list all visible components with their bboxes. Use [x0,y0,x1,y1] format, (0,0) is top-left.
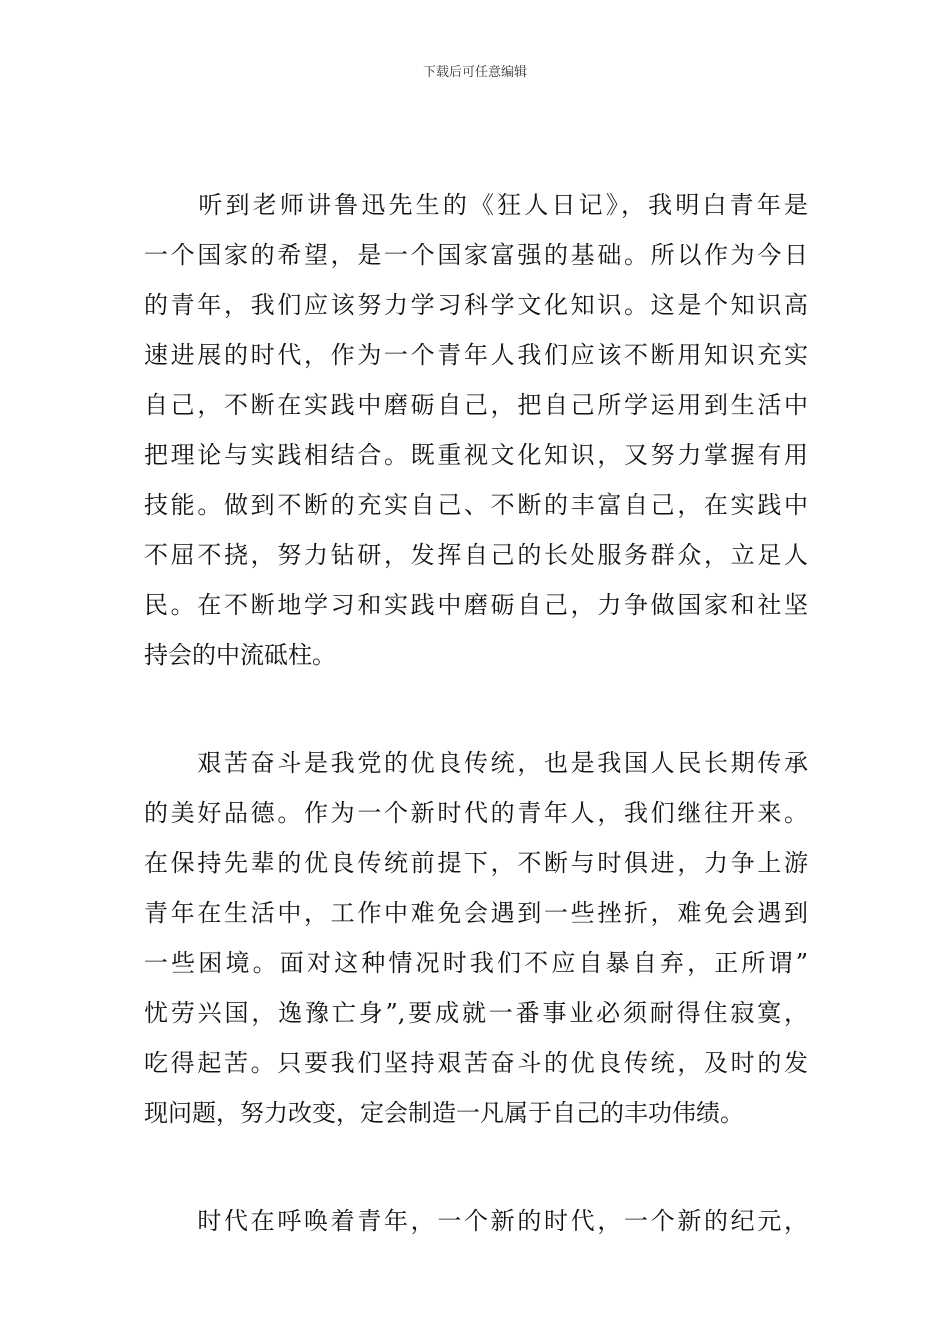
text-line: 自己，不断在实践中磨砺自己，把自己所学运用到生活中 [144,391,808,419]
paragraph-3 [144,1196,808,1246]
text-line: 技能。做到不断的充实自己、不断的丰富自己，在实践中 [144,491,808,519]
text-line: 忧劳兴国，逸豫亡身”,要成就一番事业必须耐得住寂寞， [144,999,808,1027]
text-line: 的美好品德。作为一个新时代的青年人，我们继往开来。 [144,799,808,827]
text-line: 听到老师讲鲁迅先生的《狂人日记》，我明白青年是 [144,191,808,219]
text-line: 时代在呼唤着青年，一个新的时代，一个新的纪元， [144,1207,808,1235]
text-line: 把理论与实践相结合。既重视文化知识，又努力掌握有用 [144,441,808,469]
text-line: 现问题，努力改变，定会制造一凡属于自己的丰功伟绩。 [144,1099,744,1127]
document-body [144,180,808,1246]
text-line: 民。在不断地学习和实践中磨砺自己，力争做国家和社坚 [144,591,808,619]
paragraph-1 [144,180,808,680]
text-line: 在保持先辈的优良传统前提下，不断与时俱进，力争上游 [144,849,808,877]
paragraph-2 [144,738,808,1138]
text-line: 青年在生活中，工作中难免会遇到一些挫折，难免会遇到 [144,899,808,927]
text-line: 持会的中流砥柱。 [144,641,336,669]
text-line: 艰苦奋斗是我党的优良传统，也是我国人民长期传承 [144,749,808,777]
text-line: 一些困境。面对这种情况时我们不应自暴自弃，正所谓” [144,949,808,977]
text-line: 吃得起苦。只要我们坚持艰苦奋斗的优良传统，及时的发 [144,1049,808,1077]
text-line: 速进展的时代，作为一个青年人我们应该不断用知识充实 [144,341,808,369]
paragraph-gap [144,1138,808,1196]
page-header: 下载后可任意编辑 [422,65,527,80]
text-line: 的青年，我们应该努力学习科学文化知识。这是个知识高 [144,291,808,319]
paragraph-gap [144,680,808,738]
text-line: 一个国家的希望，是一个国家富强的基础。所以作为今日 [144,241,808,269]
text-line: 不屈不挠，努力钻研，发挥自己的长处服务群众，立足人 [144,541,808,569]
